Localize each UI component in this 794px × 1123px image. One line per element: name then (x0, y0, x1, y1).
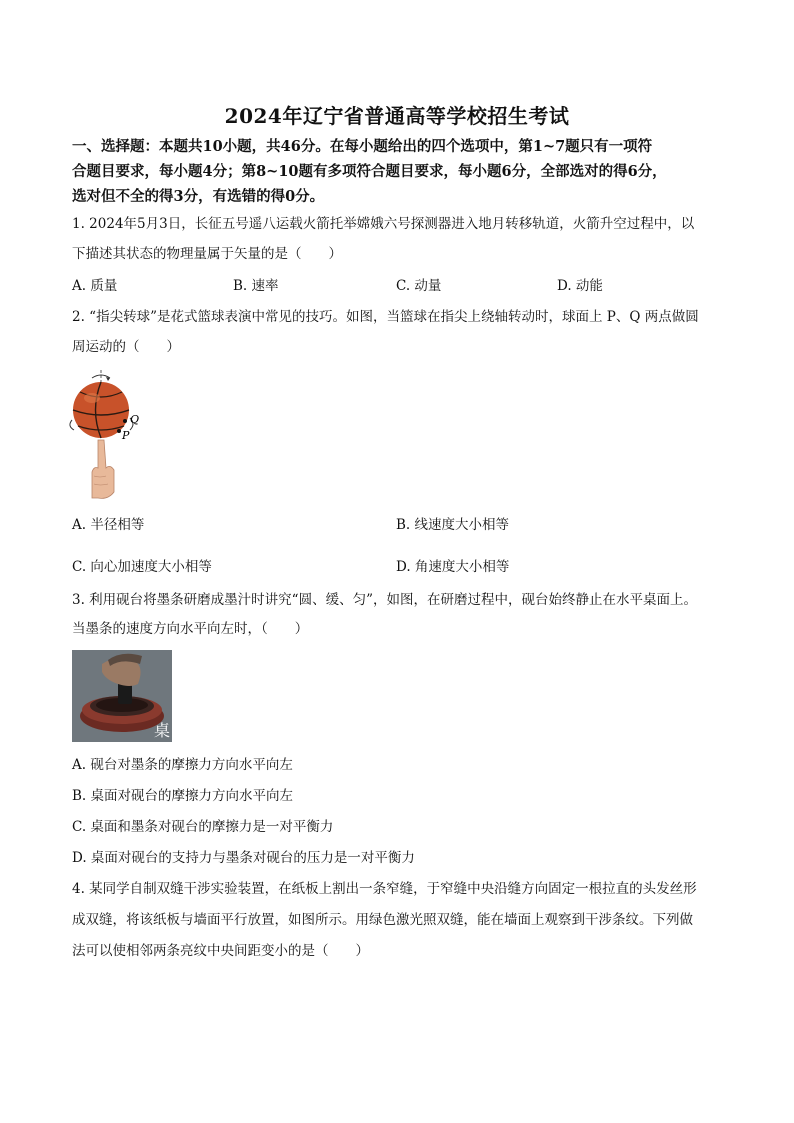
q2-option-d: D. 角速度大小相等 (396, 559, 510, 575)
page-title: 2024年辽宁省普通高等学校招生考试 (224, 104, 570, 128)
q4-stem-line-2: 成双缝，将该纸板与墙面平行放置，如图所示。用绿色激光照双缝，能在墙面上观察到干涉条纹。下列做 (72, 912, 693, 928)
q1-option-b: B. 速率 (233, 278, 279, 294)
q1-stem-line-2: 下描述其状态的物理量属于矢量的是（ ） (72, 246, 342, 262)
q2-option-b: B. 线速度大小相等 (396, 517, 510, 533)
q4-stem-line-3: 法可以使相邻两条亮纹中央间距变小的是（ ） (72, 943, 369, 959)
q1-option-a: A. 质量 (72, 278, 118, 294)
q3-option-a: A. 砚台对墨条的摩擦力方向水平向左 (72, 757, 293, 773)
point-q-label: Q (130, 413, 140, 426)
q3-stem-line-2: 当墨条的速度方向水平向左时，（ ） (72, 621, 309, 637)
section-instructions (72, 134, 722, 209)
q1-option-d: D. 动能 (557, 278, 603, 294)
q3-stem-line-1: 3. 利用砚台将墨条研磨成墨汁时讲究“圆、缓、匀”，如图，在研磨过程中，砚台始终静止在水平桌面上。 (72, 592, 697, 608)
inkstone-photo (72, 650, 172, 742)
basketball-figure (64, 368, 154, 502)
q3-option-d: D. 桌面对砚台的支持力与墨条对砚台的压力是一对平衡力 (72, 850, 415, 866)
section-line-1: 一、选择题：本题共10小题，共46分。在每小题给出的四个选项中，第1~7题只有一项符 (72, 138, 653, 155)
q2-stem-line-2: 周运动的（ ） (72, 339, 180, 355)
desk-label: 桌 (154, 721, 171, 740)
q3-option-b: B. 桌面对砚台的摩擦力方向水平向左 (72, 788, 294, 804)
section-line-2: 合题目要求，每小题4分；第8~10题有多项符合题目要求，每小题6分，全部选对的得6分， (72, 163, 667, 180)
q2-stem-line-1: 2. “指尖转球”是花式篮球表演中常见的技巧。如图，当篮球在指尖上绕轴转动时，球面上 P、Q 两点做圆 (72, 309, 699, 325)
q1-option-c: C. 动量 (396, 278, 442, 294)
q2-option-a: A. 半径相等 (72, 517, 145, 533)
q2-option-c: C. 向心加速度大小相等 (72, 559, 212, 575)
section-line-3: 选对但不全的得3分，有选错的得0分。 (72, 188, 325, 205)
q1-stem-line-1: 1. 2024年5月3日，长征五号遥八运载火箭托举嫦娥六号探测器进入地月转移轨道，火箭升空过程中，以 (72, 216, 695, 232)
point-p-label: P (122, 429, 130, 442)
q4-stem-line-1: 4. 某同学自制双缝干涉实验装置，在纸板上割出一条窄缝，于窄缝中央沿缝方向固定一根拉直的头发丝形 (72, 881, 697, 897)
q3-option-c: C. 桌面和墨条对砚台的摩擦力是一对平衡力 (72, 819, 334, 835)
